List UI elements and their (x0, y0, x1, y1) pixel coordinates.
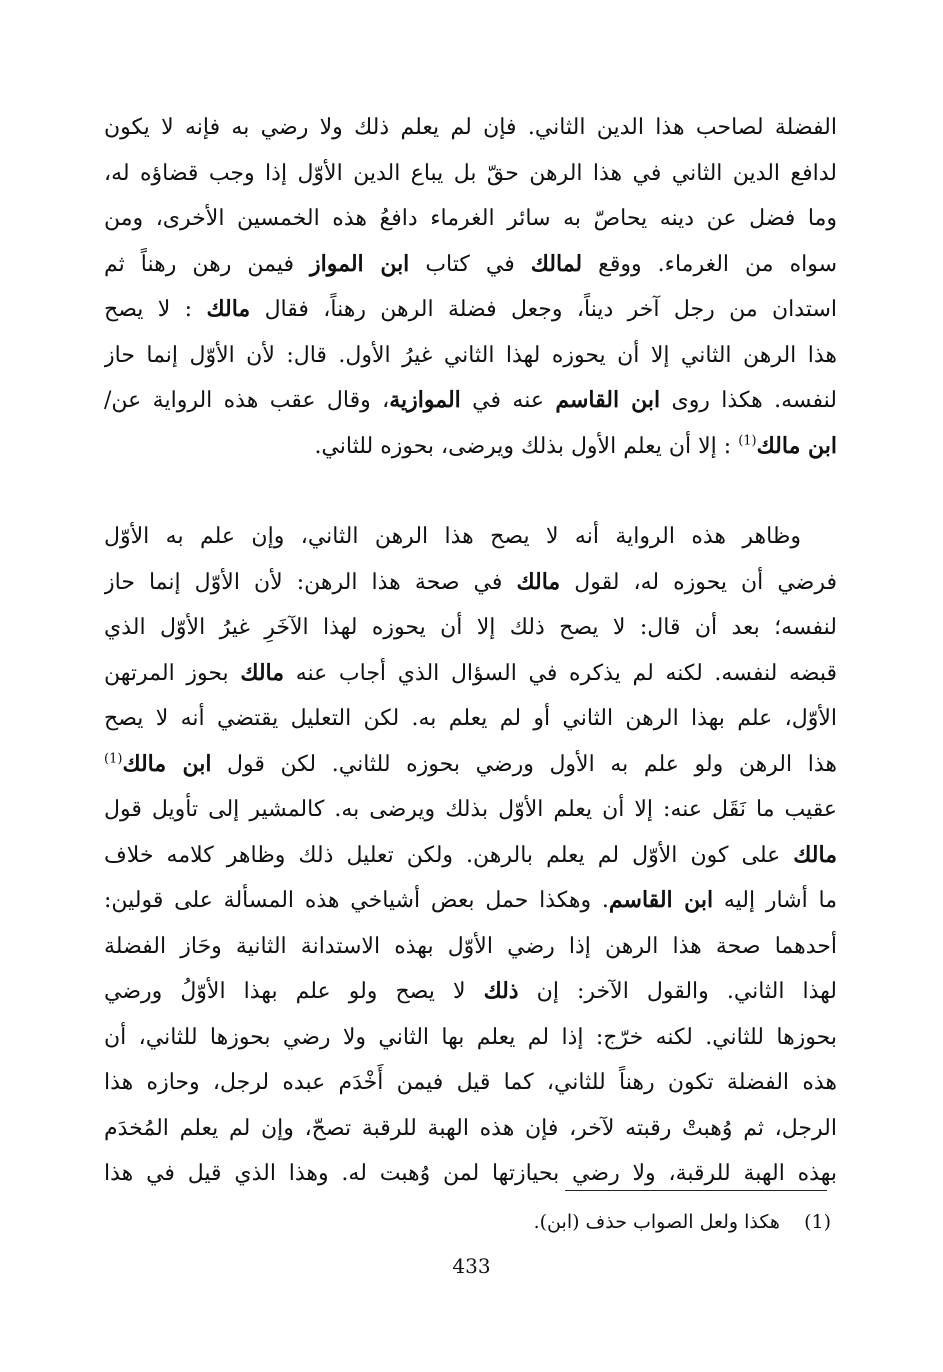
text-line (104, 742, 837, 788)
bold-name: ابن مالك (122, 750, 212, 777)
bold-name: مالك (206, 296, 251, 322)
text-run: ما أشار إليه (713, 888, 837, 913)
text-run: بهذه الهبة للرقبة، ولا رضي بحيازتها لمن وُهبت له. وهذا الذي قيل في هذا (104, 1161, 837, 1186)
text-run: وظاهر هذه الرواية أنه لا يصح هذا الرهن الثاني، وإن علم به الأوّل (104, 524, 801, 549)
text-line (104, 287, 837, 333)
text-run: بحوزها للثاني. لكنه خرّج: إذا لم يعلم بها الثاني ولا رضي بحوزها للثاني، أن (104, 1024, 837, 1050)
text-run: لا يصح ولو علم بهذا الأوّلُ ورضي (104, 979, 484, 1004)
text-run: فرضي أن يحوزه له، لقول (560, 569, 837, 595)
text-run: عقيب ما نَقَل عنه: إلا أن يعلم الأوّل بذلك ويرضى به. كالمشير إلى تأويل قول (104, 797, 837, 822)
text-run: في صحة هذا الرهن: لأن الأوّل إنما حاز (104, 569, 517, 595)
text-run: استدان من رجل آخر ديناً، وجعل فضلة الرهن رهناً، فقال (250, 297, 837, 322)
bold-name: ابن القاسم (608, 887, 714, 913)
bold-name: ابن مالك (756, 432, 837, 459)
text-line (104, 514, 837, 560)
text-line (104, 151, 837, 197)
text-run: لدافع الدين الثاني في هذا الرهن حقّ بل يباع الدين الأوّل إذا وجب قضاؤه له، (104, 160, 837, 186)
text-run: لهذا الثاني. والقول الآخر: إن (518, 979, 837, 1004)
text-line (104, 924, 837, 970)
text-line (104, 560, 837, 606)
text-line (104, 969, 837, 1015)
text-line (104, 378, 837, 424)
text-run: الفضلة لصاحب هذا الدين الثاني. فإن لم يعلم ذلك ولا رضي به فإنه لا يكون (104, 115, 837, 140)
text-run: وما فضل عن دينه يحاصّ به سائر الغرماء دافعُ هذه الخمسين الأخرى، ومن (104, 206, 837, 231)
text-run: هذا الرهن ولو علم به الأول ورضي بحوزه للثاني. لكن قول (211, 751, 837, 777)
bold-name: مالك (793, 841, 837, 868)
text-line (104, 605, 837, 651)
text-line (104, 651, 837, 697)
text-line (104, 1015, 837, 1061)
text-line (104, 1106, 837, 1152)
text-run: هذه الفضلة تكون رهناً للثاني، كما قيل فيمن أَخْدَم عبده لرجل، وحازه هذا (104, 1070, 837, 1095)
text-line (104, 878, 837, 924)
text-run: عنه في (460, 388, 556, 413)
footnote-ref: (1) (104, 751, 123, 767)
footnote (534, 1205, 831, 1239)
bold-name: ذلك (483, 978, 519, 1004)
text-run: : إلا أن يعلم الأول بذلك ويرضى، بحوزه للثاني. (314, 433, 739, 459)
text-run: هذا الرهن الثاني إلا أن يحوزه لهذا الثاني غيرُ الأول. قال: لأن الأوّل إنما حاز (104, 342, 837, 368)
text-line (104, 242, 837, 288)
footnote-marker: (1) (804, 1211, 831, 1233)
bold-name: مالك (516, 568, 561, 595)
bold-name: لمالك (530, 250, 583, 277)
text-run: الأوّل، علم بهذا الرهن الثاني أو لم يعلم به. لكن التعليل يقتضي أنه لا يصح (104, 706, 837, 731)
text-line (104, 787, 837, 833)
text-run: سواه من الغرماء. ووقع (582, 251, 837, 277)
text-line (104, 424, 837, 470)
bold-name: ابن المواز (310, 250, 410, 277)
text-line (104, 196, 837, 242)
bold-name: مالك (240, 659, 285, 686)
text-run: الرجل، ثم وُهبتْ رقبته لآخر، فإن هذه الهبة للرقبة تصحّ، وإن لم يعلم المُخدَم (104, 1115, 837, 1141)
text-line (104, 696, 837, 742)
text-run: في كتاب (409, 251, 531, 277)
page-number: 433 (452, 1254, 491, 1278)
text-run: ، وقال عقب هذه الرواية عن/ (104, 388, 390, 413)
footnote-ref: (1) (738, 433, 757, 449)
text-line (104, 1060, 837, 1106)
text-run: أحدهما صحة هذا الرهن إذا رضي الأوّل بهذه الاستدانة الثانية وحَاز الفضلة (104, 933, 837, 959)
text-run: . وهكذا حمل بعض أشياخي هذه المسألة على قولين: (104, 888, 609, 913)
text-run: لنفسه. هكذا روى (660, 388, 837, 413)
bold-name: الموازية (389, 387, 461, 413)
text-run: : لا يصح (104, 297, 207, 322)
paragraph-2 (104, 514, 837, 1197)
text-line (104, 833, 837, 879)
text-line (104, 105, 837, 151)
paragraph-1 (104, 105, 837, 469)
text-run: فيمن رهن رهناً ثم (104, 251, 310, 277)
text-run: قبضه لنفسه. لكنه لم يذكره في السؤال الذي أجاب عنه (284, 660, 837, 686)
text-run: على كون الأوّل لم يعلم بالرهن. ولكن تعليل ذلك وظاهر كلامه خلاف (104, 842, 794, 868)
text-run: لنفسه؛ بعد أن قال: لا يصح ذلك إلا أن يحوزه لهذا الآخَرِ غيرُ الأوّل الذي (104, 615, 837, 640)
text-line (104, 333, 837, 379)
bold-name: ابن القاسم (555, 387, 661, 413)
footnote-divider (565, 1190, 827, 1191)
footnote-text: هكذا ولعل الصواب حذف (ابن). (533, 1211, 780, 1233)
text-run: بحوز المرتهن (104, 660, 241, 686)
